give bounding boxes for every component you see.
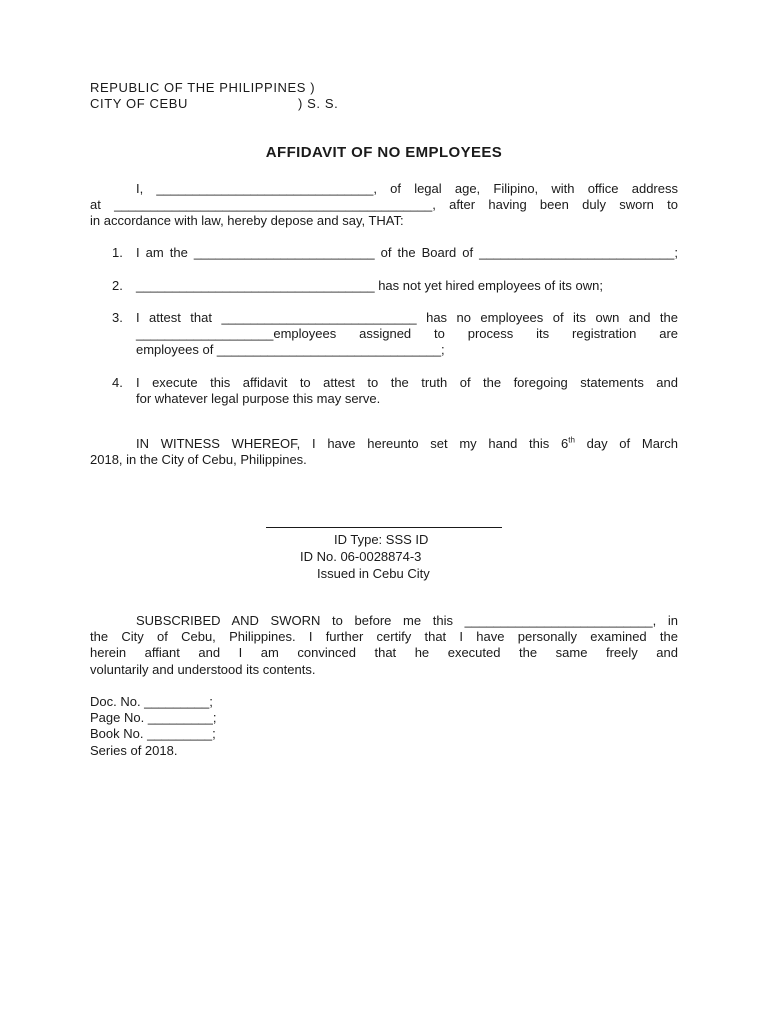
witness-text-after: day of March	[574, 436, 678, 451]
item-number: 4.	[112, 375, 123, 390]
document-title: AFFIDAVIT OF NO EMPLOYEES	[265, 144, 503, 161]
notary-series: Series of 2018.	[90, 742, 178, 758]
statement-list	[90, 310, 678, 359]
venue-city: CITY OF CEBU	[90, 96, 188, 112]
jurat-line-3: herein affiant and I am convinced that he executed the same freely and	[90, 645, 678, 661]
intro-line-2: at ____________________________________________, after having been duly sworn to	[90, 197, 678, 213]
item-number: 3.	[112, 310, 123, 325]
signature-line	[266, 527, 502, 528]
list-item	[90, 245, 678, 261]
jurat-line-2: the City of Cebu, Philippines. I further certify that I have personally examined the	[90, 629, 678, 645]
intro-text-1: I, ______________________________, of legal age, Filipino, with office address	[136, 181, 678, 196]
intro-line-3: in accordance with law, hereby depose and say, THAT:	[90, 213, 404, 229]
venue-line-republic: REPUBLIC OF THE PHILIPPINES )	[90, 80, 316, 95]
list-item	[90, 375, 678, 407]
item-line: _________________________________ has not yet hired employees of its own;	[136, 278, 603, 293]
item-line: ___________________employees assigned to process its registration are	[136, 326, 678, 342]
item-line: I attest that ___________________________ has no employees of its own and the	[136, 310, 678, 325]
intro-paragraph	[90, 181, 678, 230]
id-type: ID Type: SSS ID	[334, 532, 429, 547]
id-number: ID No. 06-0028874-3	[300, 549, 422, 564]
witness-superscript: th	[568, 435, 575, 445]
jurat-line-4: voluntarily and understood its contents.	[90, 661, 316, 677]
witness-line-1	[90, 436, 678, 452]
notary-book-no: Book No. _________;	[90, 726, 216, 742]
venue-line-city	[90, 96, 338, 112]
notary-page-no: Page No. _________;	[90, 710, 217, 726]
intro-line-1	[90, 181, 678, 197]
jurat-text: SUBSCRIBED AND SWORN to before me this __________________________, in	[136, 613, 678, 628]
item-line: I am the _________________________ of the Board of ___________________________;	[136, 245, 678, 260]
witness-text: IN WITNESS WHEREOF, I have hereunto set my hand this 6	[136, 436, 569, 451]
item-line: employees of _______________________________;	[136, 342, 445, 358]
item-line: for whatever legal purpose this may serve.	[136, 391, 381, 407]
venue-ss: ) S. S.	[297, 96, 339, 112]
notary-entries	[90, 694, 217, 759]
witness-line-2: 2018, in the City of Cebu, Philippines.	[90, 452, 307, 468]
venue-header	[90, 80, 338, 112]
item-number: 2.	[112, 278, 123, 293]
notary-doc-no: Doc. No. _________;	[90, 694, 213, 709]
jurat-line-1	[90, 613, 678, 629]
list-item	[90, 310, 678, 359]
jurat-paragraph	[90, 613, 678, 678]
item-number: 1.	[112, 245, 123, 260]
witness-paragraph	[90, 436, 678, 468]
item-line: I execute this affidavit to attest to the truth of the foregoing statements and	[136, 375, 678, 390]
statement-list	[90, 278, 678, 294]
id-issued: Issued in Cebu City	[317, 566, 430, 581]
statement-list	[90, 375, 678, 407]
list-item	[90, 278, 678, 294]
statement-list	[90, 245, 678, 261]
